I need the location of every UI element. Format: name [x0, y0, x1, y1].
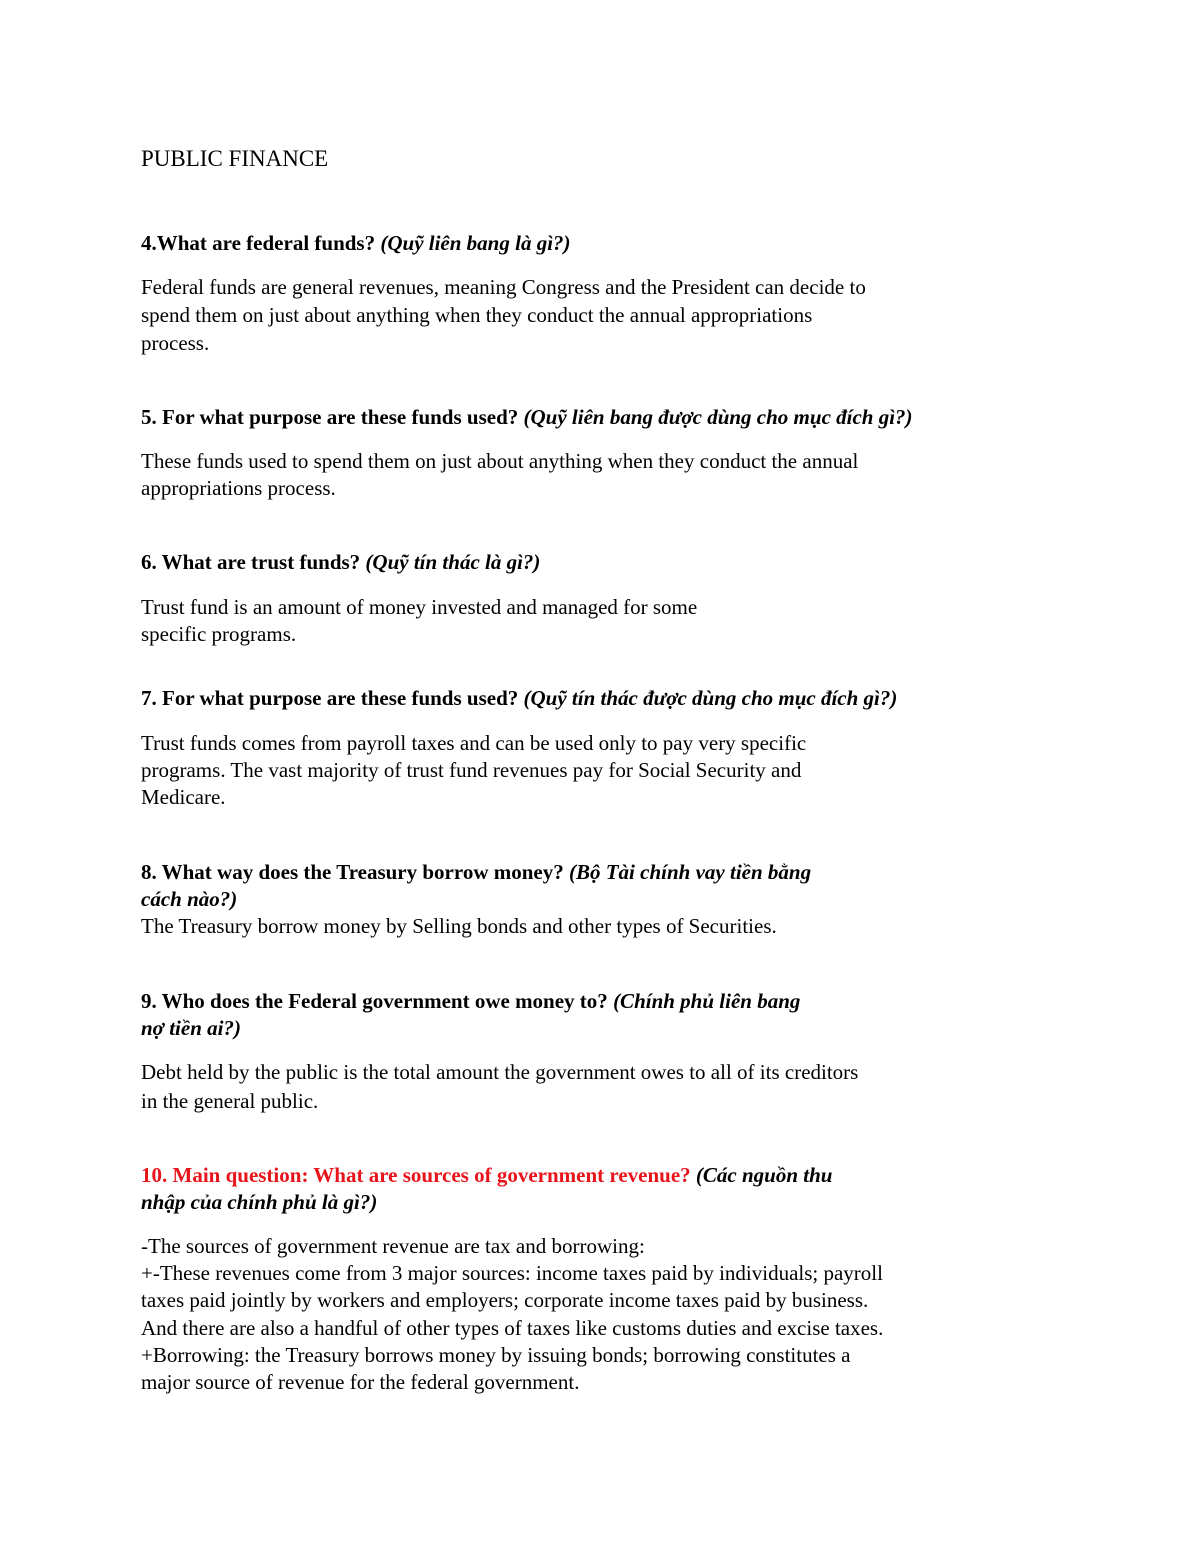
question-4-text: 4.What are federal funds?: [141, 231, 381, 255]
document-title: PUBLIC FINANCE: [141, 146, 329, 171]
answer-4-line-3: process.: [141, 331, 210, 355]
question-10-translation: (Các nguồn thu: [695, 1163, 833, 1187]
answer-9-line-1: Debt held by the public is the total amount the government owes to all of its creditors: [141, 1060, 859, 1084]
question-8-text: 8. What way does the Treasury borrow money?: [141, 860, 569, 884]
question-6-text: 6. What are trust funds?: [141, 550, 366, 574]
answer-8-line-1: The Treasury borrow money by Selling bonds and other types of Securities.: [141, 914, 777, 938]
answer-10-line-3: taxes paid jointly by workers and employers; corporate income taxes paid by business.: [141, 1288, 869, 1312]
question-8-continued: [141, 886, 237, 912]
question-7-translation: (Quỹ tín thác được dùng cho mục đích gì?): [523, 686, 898, 710]
question-9-translation: (Chính phủ liên bang: [613, 989, 801, 1013]
answer-9-line-2: in the general public.: [141, 1089, 319, 1113]
answer-10-line-6: major source of revenue for the federal government.: [141, 1370, 580, 1394]
question-9-translation-continued: nợ tiền ai?): [141, 1016, 241, 1040]
question-10-continued: [141, 1189, 377, 1215]
answer-10-line-1: -The sources of government revenue are tax and borrowing:: [141, 1234, 645, 1258]
question-9-continued: [141, 1015, 241, 1041]
answer-5-line-2: appropriations process.: [141, 476, 336, 500]
answer-4-line-1: Federal funds are general revenues, meaning Congress and the President can decide to: [141, 275, 866, 299]
question-10-text: 10. Main question: What are sources of government revenue?: [141, 1163, 696, 1187]
question-7: [141, 685, 897, 711]
question-10: [141, 1162, 832, 1188]
answer-7-line-2: programs. The vast majority of trust fund revenues pay for Social Security and: [141, 758, 802, 782]
answer-10-line-4: And there are also a handful of other types of taxes like customs duties and excise taxes.: [141, 1316, 884, 1340]
question-5: [141, 404, 913, 430]
question-10-translation-continued: nhập của chính phủ là gì?): [141, 1190, 378, 1214]
question-4-translation: (Quỹ liên bang là gì?): [380, 231, 571, 255]
question-6: [141, 549, 540, 575]
answer-10-line-5: +Borrowing: the Treasury borrows money by issuing bonds; borrowing constitutes a: [141, 1343, 851, 1367]
answer-5-line-1: These funds used to spend them on just about anything when they conduct the annual: [141, 449, 859, 473]
question-8: [141, 859, 811, 885]
answer-6-line-2: specific programs.: [141, 622, 297, 646]
question-5-text: 5. For what purpose are these funds used?: [141, 405, 524, 429]
answer-6-line-1: Trust fund is an amount of money invested and managed for some: [141, 595, 698, 619]
answer-4-line-2: spend them on just about anything when they conduct the annual appropriations: [141, 303, 813, 327]
answer-10-line-2: +-These revenues come from 3 major sources: income taxes paid by individuals; payroll: [141, 1261, 883, 1285]
question-8-translation-continued: cách nào?): [141, 887, 238, 911]
question-5-translation: (Quỹ liên bang được dùng cho mục đích gì?): [523, 405, 913, 429]
answer-7-line-3: Medicare.: [141, 785, 226, 809]
question-8-translation: (Bộ Tài chính vay tiền bằng: [568, 860, 812, 884]
question-9: [141, 988, 800, 1014]
question-6-translation: (Quỹ tín thác là gì?): [365, 550, 541, 574]
question-7-text: 7. For what purpose are these funds used?: [141, 686, 524, 710]
question-9-text: 9. Who does the Federal government owe money to?: [141, 989, 614, 1013]
answer-7-line-1: Trust funds comes from payroll taxes and can be used only to pay very specific: [141, 731, 807, 755]
question-4: [141, 230, 571, 256]
